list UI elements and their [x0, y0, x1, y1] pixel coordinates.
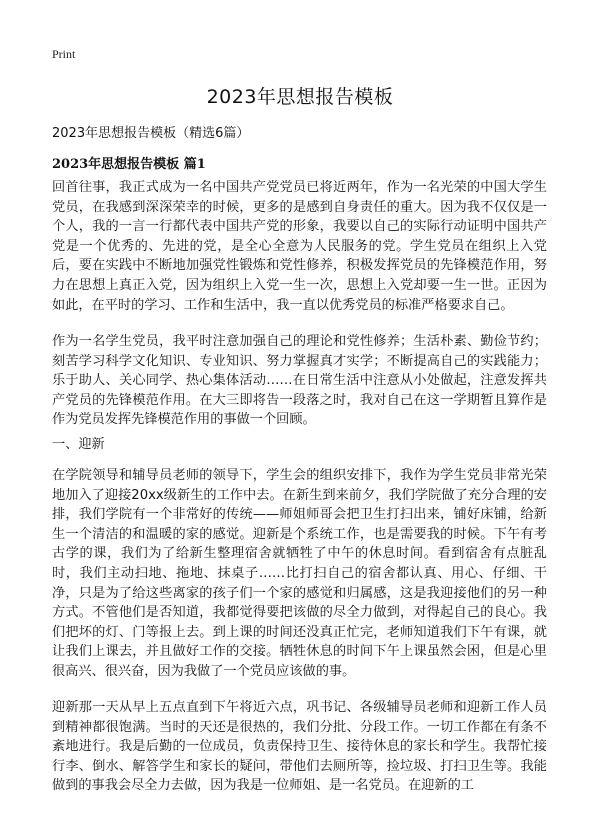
- paragraph-4: 迎新那一天从早上五点直到下午将近六点，巩书记、各级辅导员老师和迎新工作人员到精神都很饱满。当时的天还是很热的，我们分批、分段工作。一切工作都在有条不紊地进行。我是后勤的一位成员，负责保持卫生、接待休息的家长和学生。我帮忙接行李、倒水、解答学生和家长的疑问，带他们去厕所等，捡垃圾、打扫卫生等。我能做到的事我会尽全力去做，因为我是一位师姐、是一名党员。在迎新的工: [52, 700, 547, 794]
- document-subtitle: 2023年思想报告模板（精选6篇）: [52, 126, 250, 141]
- paragraph-3: 在学院领导和辅导员老师的领导下，学生会的组织安排下，我作为学生党员非常光荣地加入了迎接20xx级新生的工作中去。在新生到来前夕，我们学院做了充分合理的安排，我们学院有一个非常好的传统——师姐师哥会把卫生打扫出来，铺好床铺，给新生一个清洁的和温暖的家的感觉。迎新是个系统工作，也是需要我的时候。下午有考古学的课，我们为了给新生整理宿舍就牺牲了中午的休息时间。看到宿舍有点脏乱时，我们主动扫地、拖地、抹桌子……比打扫自己的宿舍都认真、用心、仔细、干净，只是为了给这些离家的孩子们一个家的感觉和归属感，这是我迎接他们的另一种方式。不管他们是否知道，我都觉得要把该做的尽全力做到，对得起自己的良心。我们把坏的灯、门等报上去。到上课的时间还没真正忙完，老师知道我们下午有课，就让我们上课去，并且做好工作的交接。牺牲休息的时间下午上课虽然会困，但是心里很高兴、很兴奋，因为我做了一个党员应该做的事。: [52, 468, 547, 679]
- print-link[interactable]: Print: [52, 47, 76, 61]
- section-title: 2023年思想报告模板 篇1: [52, 157, 206, 172]
- page-title: 2023年思想报告模板: [206, 86, 394, 108]
- subheading-welcome: 一、迎新: [52, 437, 105, 452]
- paragraph-2: 作为一名学生党员，我平时注意加强自己的理论和党性修养；生活朴素、勤俭节约；刻苦学习科学文化知识、专业知识、努力掌握真才实学；不断提高自己的实践能力；乐于助人、关心同学、热心集体活动……在日常生活中注意从小处做起，注意发挥共产党员的先锋模范作用。在大三即将告一段落之时，我对自己在这一学期暂且算作是作为党员发挥先锋模范作用的事做一个回顾。: [52, 334, 547, 428]
- paragraph-1: 回首往事，我正式成为一名中国共产党党员已将近两年，作为一名光荣的中国大学生党员，在我感到深深荣幸的时候，更多的是感到自身责任的重大。因为我不仅仅是一个人，我的一言一行都代表中国共产党的形象，我要以自己的实际行动证明中国共产党是一个优秀的、先进的党，是全心全意为人民服务的党。学生党员在组织上入党后，要在实践中不断地加强党性锻炼和党性修养，积极发挥党员的先锋模范作用，努力在思想上真正入党，因为组织上入党一生一次，思想上入党却要一生一世。正因为如此，在平时的学习、工作和生活中，我一直以优秀党员的标准严格要求自己。: [52, 180, 547, 313]
